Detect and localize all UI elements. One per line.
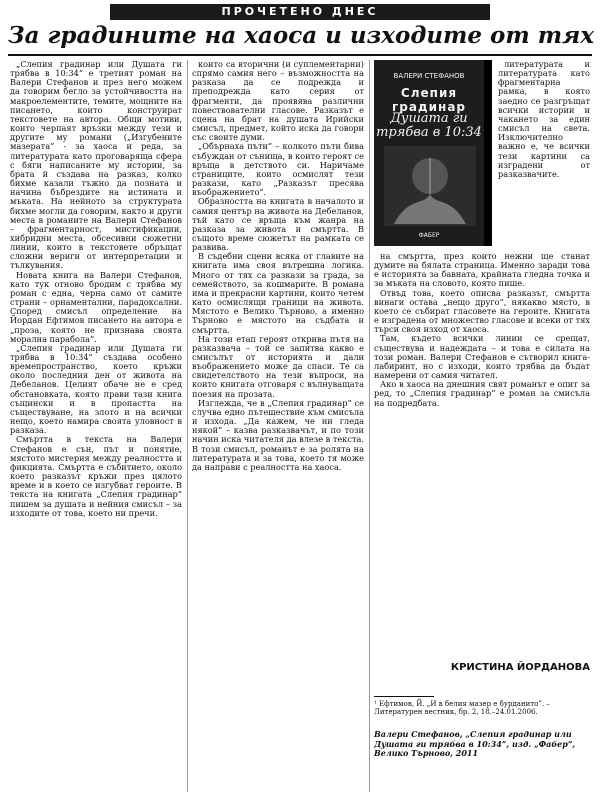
book-cover (374, 60, 492, 246)
paragraph: „Слепия градинар или Душата ги трябва в 10:34” е третият роман на Валери Стефанов и през него можем да говорим бегло за устойчивостта на макроелементите, темите, мощните на писането, които конструират текстовете на автора. Общи мотиви, които черпаят връзки между тези и другите му романи („Изгубените мазерата” - за хаоса и реда, за литературата като проговаряща сфера с бяги написаните му истории, за брата й създава на разказ, колко бихме казали тъжно да позната и начина бъбрездите на истината и мъката. На нейното за структурата бихме могли да говорим, както и други места в романите на Валери Стефанов – фрагментарност, мистификации, хибридни места, обсесивни сюжетни линии, които в текстовете обръщат сложни вериги от интерпретации и тълкувания. (10, 60, 182, 271)
footnote-rule (374, 696, 434, 697)
column-divider (187, 60, 188, 792)
paragraph: „Слепия градинар или Душата ги трябва в 10:34” създава особено времепространство, което кръжи около последния ден от живота на Дебеланов. Целият обаче не е сред обстановката, която прави тази книга същински и в пропастта на съществуване, на злото и на всички нещо, което намира своята уловност в разказа. (10, 342, 182, 436)
paragraph: Ако в хаоса на днешния свят романът е опит за ред, то „Слепия градинар” е роман за смисъла на подредбата. (374, 379, 590, 408)
article-title: За градините на хаоса и изходите от тях (8, 22, 595, 49)
paragraph: Отвъд това, което описва разказът, смъртта винаги остава „нещо друго”, някакво място, в което се събират гласовете на героите. Книгата е изградена от множество гласове и всеки от тях търси своя изход от хаоса. (374, 287, 590, 335)
footnote: ¹ Ефтимов, Й. „И в белия мазер е бурданито”. – Литературен вестник, бр. 2, 18.–24.01.2006. (374, 700, 550, 716)
article-column-2 (192, 60, 364, 792)
paragraph: на смъртта, през които нежни ще станат думите на бялата страница. Именно заради това е историята за бавната, крайната гледна точка и за мъката на словото, която пише. (374, 252, 590, 289)
paragraph: В съдебни сцени всяка от главите на книгата има своя вътрешна логика. Много от тях са разкази за града, за семейството, за кошмарите. В романа има и прекрасни картини, които четем като осмислящи граници на живота. Мястото е Велико Търново, а именно Търново е мястото на съдбата и смъртта. (192, 251, 364, 335)
book-author: ВАЛЕРИ СТЕФАНОВ (393, 72, 465, 80)
paragraph: Изглежда, че в „Слепия градинар” се случва едно пътешествие към смисъла и изхода. „Да кажем, че ни гледа някой” – казва разказвачът, и по този начин иска читателя да влезе в текста. В този смисъл, романът е за ролята на литературата и за това, което тя може да направи с реалността на хаоса. (192, 397, 364, 472)
paragraph: които са вторични (и суплементарни) спрямо самия него – възможността на разказа да се подрежда и преподрежда като серия от фрагменти, да проявява различни повествователни гласове. Разказът е сцена на брат на душата Ирийски смисъл, предмет, който иска да говори със своите думи. (192, 60, 364, 143)
book-title: Слепия градинар (391, 86, 467, 114)
article-column-4 (498, 60, 590, 250)
section-label: ПРОЧЕТЕНО ДНЕС (110, 4, 490, 20)
author-signature: КРИСТИНА ЙОРДАНОВА (450, 662, 590, 673)
paragraph: Образността на книгата в началото и самия център на живота на Дебеланов, тъй като се връща към жанра на разказа за живота и смъртта. В същото време сюжетът на рамката се развива. (192, 196, 364, 253)
paragraph: На този етап героят открива пътя на разказвача – той се запитва какво е смисълът от историята и дали въображението може да спаси. Те са свидетелството на тези въпроси, на които книгата отговаря с вълнуващата поезия на прозата. (192, 333, 364, 399)
paragraph: Новата книга на Валери Стефанов, като тук отново бродим с трябва му роман с една, черна само от самите страни – орнаментални, парадоксални. Според смисъл определение на Йордан Ефтимов писането на автора е „проза, която не признава своята морална парабола”. (10, 269, 182, 344)
cover-illustration (384, 146, 476, 226)
book-subtitle: Душата ги трябва в 10:34 (376, 111, 482, 140)
column-divider (369, 60, 370, 792)
paragraph: „Обърнаха пъти” – колкото пъти бива събуждан от сънища, в които героят се връща в детството си. Наричаме страниците, които осмислят тези разкази, като „Разказът пресява въображението”. (192, 141, 364, 198)
book-publisher: ФАБЕР (418, 232, 440, 239)
paragraph: Там, където всички линии се срещат, съществува и надеждата – и това е силата на този роман. Валери Стефанов е сътворил книга-лабиринт, но с изходи, които трябва да бъдат намерени от самия читател. (374, 333, 590, 381)
bibliography: Валери Стефанов, „Слепия градинар или Душата ги трябва в 10:34”, изд. „Фабер”, Велико Търново, 2011 (374, 729, 576, 758)
article-column-1 (10, 60, 182, 792)
article-column-3 (374, 252, 590, 652)
paragraph: литературата и литературата като фрагментарна рамка, в която заедно се разгръщат всички истории и чакането за един смисъл на света. Изключително важно е, че всички тези картини са изградени от разказвачите. (498, 60, 590, 179)
paragraph: Смъртта в текста на Валери Стефанов е сън, път и понятие, мястото мистерия между реалността и фикцията. Смъртта е събитието, около което разказът кръжи през цялото време и в което се изгубват героите. В текста на книгата „Слепия градинар” пишем за душата и нейния смисъл – за изходите от това, което ни пречи. (10, 434, 182, 518)
title-rule (8, 54, 592, 56)
